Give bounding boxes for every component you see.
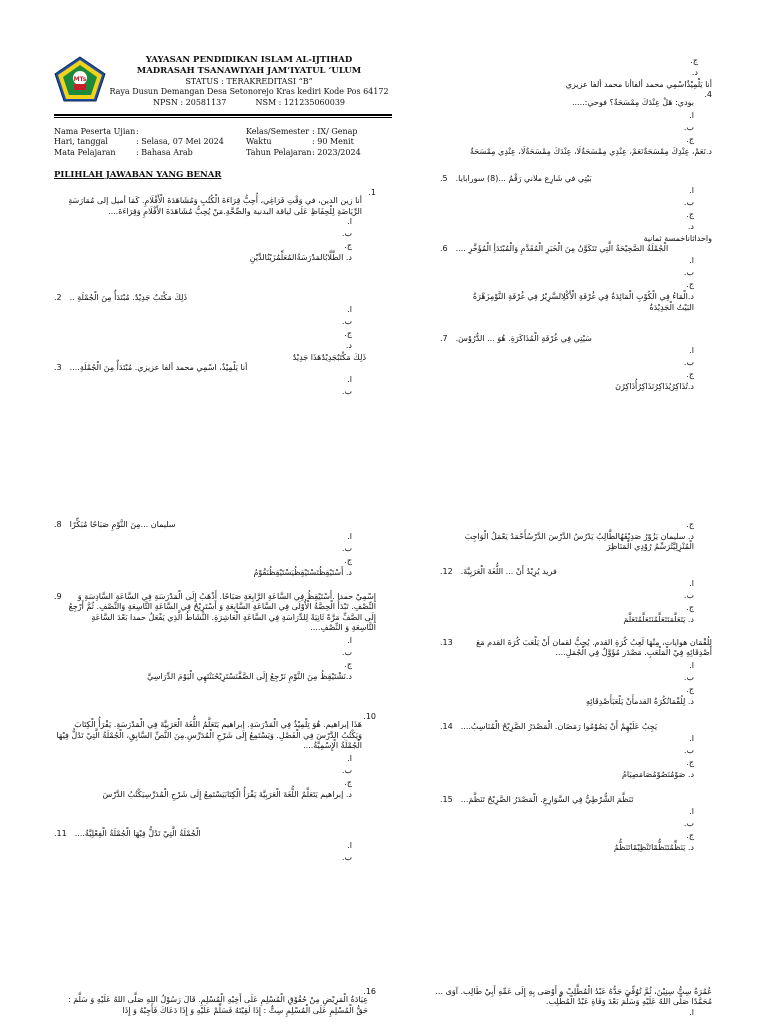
option-a: ا. bbox=[347, 217, 352, 227]
value-waktu: : 90 Menit bbox=[312, 137, 354, 147]
option-c: ج. bbox=[344, 777, 352, 787]
question-number: 4. bbox=[704, 90, 712, 99]
question-text: سليمان ...مِنَ النَّوْمِ صَبَاحًا مُبَكِّرًا bbox=[69, 520, 176, 529]
option-c: ج. bbox=[344, 659, 352, 669]
question-number: 6. bbox=[440, 244, 448, 253]
value-tahun: : 2023/2024 bbox=[312, 147, 361, 157]
option-b: ب. bbox=[341, 853, 352, 863]
option-a: ا. bbox=[347, 375, 352, 385]
question-text: الْجُمْلَةُ الَّتِيْ تَدُلُّ فِيْهَا الْجُمْلَةُ الْفِعْلِيَّةُ.... bbox=[74, 829, 201, 838]
option-a: ا. bbox=[689, 110, 694, 120]
option-b: ب. bbox=[341, 765, 352, 775]
option-a: ا. bbox=[689, 734, 694, 744]
option-b: ب. bbox=[683, 268, 694, 278]
option-b: ب. bbox=[341, 544, 352, 554]
question-number: 2. bbox=[54, 293, 62, 302]
question-text: تَنَظَّمَ الشُّرْطِيُّ فِي السَّوَارِعِ. الْمَصْدَرُ الصَّرِيْحُ تَنَظَّمَ... bbox=[460, 795, 634, 804]
option-b: ب. bbox=[683, 746, 694, 756]
question-9 bbox=[54, 592, 376, 684]
option-a: ا. bbox=[347, 753, 352, 763]
question-16 bbox=[54, 987, 376, 1016]
question-5 bbox=[440, 174, 712, 245]
option-c: ج. bbox=[344, 556, 352, 566]
option-d: د. bbox=[345, 341, 352, 351]
school-logo-icon bbox=[54, 56, 106, 102]
option-d: د.نَشْتَيْقِظُ مِنَ النَّوْمِ نَرْجِعُ إِلَى الصَّفَّنَسْتَرِيْحُنَنْتَهِي الْيَوْمَ الدِّرَاسِيَّ bbox=[147, 671, 352, 681]
option-b: ب. bbox=[341, 317, 352, 327]
option-a: ا. bbox=[347, 841, 352, 851]
value-kelas: : IX/ Genap bbox=[312, 127, 358, 136]
question-number: 10. bbox=[363, 712, 376, 721]
option-c: ج. bbox=[690, 56, 698, 65]
option-d: د.تُذَاكِرُيُذَاكِرُنَذَاكِرُأُذَاكِرُنَ bbox=[615, 382, 694, 392]
question-text: أنا زين الدين، في وَقْتِ فَرَاغِي، أُحِبُّ قِرَاءَةَ الْكُتُبِ وَمُشَاهَدَةَ الْأَفْلَامِ. كَمَا أميل إلى مُمَارَسَةِ الرِّيَاضَةِ لِلْحِفَاظِ عَلَى لياقة البدنية والصِّحَّةِ.مَنْ يُحِبُّ مُشَاهَدَةَ الأَفْلَامِ وَقِرَاءَةَ.... bbox=[68, 196, 362, 216]
question-text: لِلُقْمَان هوايات، مِنْهَا لَعِبُ كُرَةِ القدم. يُحِبُّ لقمان أَنْ يَلْعَبَ كُرَةَ القدم مَعَ أَصْدِقَائِهِ فِيْ الْمَلْعَبِ. مَصْدَر مُؤَوَّلٌ فِي الْجُمَلِ.... bbox=[476, 638, 712, 658]
school-ids bbox=[104, 98, 394, 108]
option-b: ب. bbox=[341, 229, 352, 239]
question-text: ذَلِكَ مَكْتَبٌ جَدِيْدٌ. مُبْتَدَأٌ مِنَ الْجُمْلَةِ .. bbox=[69, 293, 188, 302]
option-text-overflow: واحداثاناخمسة ثمانية bbox=[643, 234, 712, 244]
question-text: بَيْتِي في شَارِع ملاني رَقْمُ ...(8) سورابايا. bbox=[455, 174, 592, 183]
option-c: ج. bbox=[686, 831, 694, 841]
letterhead bbox=[104, 55, 394, 108]
option-b: ب. bbox=[683, 122, 694, 132]
value-mapel: : Bahasa Arab bbox=[136, 147, 193, 157]
option-a: ا. bbox=[689, 579, 694, 589]
option-a: ا. bbox=[347, 305, 352, 315]
question-14 bbox=[440, 722, 712, 782]
option-c: ج. bbox=[686, 210, 694, 220]
label-waktu: Waktu bbox=[246, 137, 272, 147]
option-c: ج. bbox=[686, 370, 694, 380]
option-b: ب. bbox=[683, 672, 694, 682]
question-text: بودي: هَلْ عِنْدَكَ مِمْسَحَةٌ؟ فوحي:..... bbox=[571, 98, 694, 108]
question-text: أنا يَلْمِيْذٌ، اسْمِي محمد ألفا عزيزي. مُبْتَدَأٌ مِنَ الْجُمْلَةِ.... bbox=[69, 363, 248, 372]
question-1 bbox=[54, 188, 376, 265]
option-a: ا. bbox=[689, 807, 694, 817]
question-number: 12. bbox=[440, 567, 453, 576]
label-mapel: Mata Pelajaran bbox=[54, 147, 116, 157]
option-d: د. يَتَعَلَّمَتَتَعَلَّمُنَتَعَلَّمُتَعَلَّمَ bbox=[623, 615, 694, 625]
question-15 bbox=[440, 795, 712, 855]
option-a: ا. bbox=[689, 346, 694, 356]
value-hari: : Selasa, 07 Mei 2024 bbox=[136, 137, 224, 147]
question-text: عُمُرَةُ سِتُّ سِنِيْنَ، ثُمَّ تُوُفِّيَ جَدُّهُ عَبْدُ الْمُطَّلِبْ و أَوْصَى بِهِ إِلَى عَمِّهِ أَبِيْ طَالِب. آوَى ... مُحَمَّدًا صَلَّى اللهُ عَلَيْهِ وَسَلَّمَ بَعْدَ وَفَاةِ عَبْدُ الْمُطَّلِب. bbox=[435, 987, 712, 1007]
option-d: د. الطَّلَّابُالمَدْرَسَةُالمُعَلِّمُزَيْنُالدِّيْنِ bbox=[249, 253, 352, 263]
question-text: سَيْتِي فِي غُرْفَةِ الْمُذَاكَرَةِ. هُوَ ... الدُّرُوْسَ. bbox=[455, 334, 592, 343]
option-b: ب. bbox=[683, 358, 694, 368]
svg-text:MTs: MTs bbox=[73, 76, 87, 83]
question-3-continued bbox=[440, 56, 712, 90]
option-c: ج. bbox=[344, 329, 352, 339]
question-text: إِسْمِيْ حمدا .أَسْتَيْقِظُ فِي السَّاعَةِ الرَّابِعَةِ صَبَاحًا. أَذْهَبُ إِلَى الْمَدْرَسَةِ فِي السَّاعَةِ السَّادِسَةِ وَ النِّصْفِ. تَبْدَأُ الْحِصَّةُ الْأُوْلَى فِي السَّاعَةِ السَّابِعَةِ وَ أَسْتَرِيْحُ فِي السَّاعَةِ التَّاسِعَةِ وَالنِّصْفِ. ثُمَّ أَرْجِعُ إِلَى الصَّفِّ مَرَّةً ثَانِيَةً لِلدِّرَاسَةِ فِي السَّاعَةِ الْعَاشِرَةِ. النَّشَاطُ الَّذِي يَفْعَلُ حمدا بَعْدَ السَّاعَةِ التَّاسِعَةِ وَ النِّصْفِ.... bbox=[68, 592, 376, 633]
label-kelas: Kelas/Semester bbox=[246, 127, 310, 136]
option-b: ب. bbox=[683, 198, 694, 208]
question-text: فريد يُرِيْدُ أَنْ ... اللُّغَةَ الْعَرَبِيَّةَ. bbox=[460, 567, 557, 576]
question-number: 15. bbox=[440, 795, 453, 804]
question-text: يَجِبُ عَلَيْهِمْ أَنْ يَصُوْمُوا رَمَضَان. الْمَصْدَرُ الصَّرِيْحُ الْمُنَاسِبُ.... bbox=[460, 722, 658, 731]
question-12 bbox=[440, 567, 712, 627]
question-10 bbox=[54, 712, 376, 800]
option-d: د. إبراهيم يَتَعَلَّمُ اللُّغَةَ الْعَرَبِيَّةَ يَقْرَأُ الْكِتَابَيَسْتَمِعُ إِلَى شَرْحِ الْمُدَرِّسِيَكْتُبُ الدَّرْسَ bbox=[102, 789, 352, 799]
option-c: ج. bbox=[686, 280, 694, 290]
option-b: ب. bbox=[683, 819, 694, 829]
accreditation-status: STATUS : TERAKREDITASI “B” bbox=[185, 77, 313, 87]
label-nama: Nama Peserta Ujian bbox=[54, 127, 136, 136]
question-number: 13. bbox=[440, 638, 453, 647]
foundation-name: YAYASAN PENDIDIKAN ISLAM AL-IJTIHAD bbox=[145, 55, 353, 65]
value-nama: : bbox=[136, 127, 139, 136]
question-17 bbox=[430, 987, 712, 1020]
option-a: ا. bbox=[689, 1007, 694, 1017]
option-d: د. bbox=[691, 68, 698, 77]
question-text: عِيَادَةُ الْمَرِيْضِ مِنْ حُقُوْقِ الْمُسْلِمِ عَلَى أَخِيْهِ الْمُسْلِمِ. قَالَ رَسُوْلُ اللهِ صَلَّى اللهُ عَلَيْهِ وَ سَلَّمَ : حَقُّ الْمُسْلِمِ عَلَى الْمُسْلِمِ سِتٌّ : إِذَا لَقِيْتَهُ فَسَلِّمْ عَلَيْهِ وَ إِذَا دَعَاكَ فَأَجِبْهُ وَ إِذَا bbox=[67, 995, 368, 1015]
option-a: ا. bbox=[347, 532, 352, 542]
question-number: 9. bbox=[54, 592, 62, 601]
option-c: ج. bbox=[686, 603, 694, 613]
option-c: ج. bbox=[686, 520, 694, 529]
question-number: 5. bbox=[440, 174, 448, 183]
option-c: ج. bbox=[686, 134, 694, 144]
label-hari: Hari, tanggal bbox=[54, 137, 108, 147]
school-logo bbox=[54, 56, 106, 102]
school-name: MADRASAH TSANAWIYAH JAM’IYATUL ‘ULUM bbox=[136, 66, 362, 77]
option-a: ا. bbox=[689, 186, 694, 196]
exam-info-right bbox=[246, 127, 396, 158]
option-c: ج. bbox=[686, 758, 694, 768]
option-b: ب. bbox=[683, 591, 694, 601]
option-d: د. يَنَظِّمُتَنَظُّمًاتَنْظِيْمًاتَنَظُّمُ bbox=[613, 843, 694, 853]
option-d: د. لِلُقْمَانُكُرَةُ القدمأَنْ يَلْعَبَأَصْدِقَائِهِ bbox=[585, 696, 694, 706]
option-b: ب. bbox=[341, 647, 352, 657]
question-number: 14. bbox=[440, 722, 453, 731]
question-6 bbox=[440, 244, 712, 313]
school-address: Raya Dusun Demangan Desa Setonorejo Kras kediri Kode Pos 64172 bbox=[109, 87, 389, 97]
question-text: الْجُمْلَةُ الصَّحِيْحَةُ الَّتِي تَتَكَوَّنُ مِنَ الْخَبَرِ الْمُقَدَّمِ وَالْمُبْتَدَأِ الْمُؤَخَّرِ .... bbox=[455, 244, 669, 253]
question-8 bbox=[54, 520, 376, 580]
header-rule-thin bbox=[54, 117, 392, 118]
option-d: د. bbox=[687, 222, 694, 232]
question-number: 7. bbox=[440, 334, 448, 343]
question-2 bbox=[54, 293, 376, 364]
option-d: د.نَعَمْ، عِنْدِكَ مِمْسَحَةٌنَعَمْ، عِنْدِي مِمْسَحَةٌلَا، عِنْدَكَ مِمْسَحَةٌلَا، عِنْدِي مِمْسَحَةٌ bbox=[470, 146, 712, 156]
question-4 bbox=[440, 90, 712, 157]
label-tahun: Tahun Pelajaran bbox=[246, 147, 312, 157]
question-7 bbox=[440, 334, 712, 394]
question-13 bbox=[440, 638, 712, 709]
section-title: PILIHLAH JAWABAN YANG BENAR bbox=[54, 170, 222, 180]
option-d: د. أَسْتَيْقِظُتَسْتَيْقِظُيَسْتَيْقِظُنَقُوْمُ bbox=[253, 568, 352, 578]
option-c: ج. bbox=[686, 684, 694, 694]
question-number: 1. bbox=[368, 188, 376, 197]
option-a: ا. bbox=[347, 635, 352, 645]
question-11 bbox=[54, 829, 376, 865]
question-number: 16. bbox=[363, 987, 376, 996]
question-number: 11. bbox=[54, 829, 67, 838]
option-d: د. سليمان يَزُوْرُ صَدِيْقَهُالطَّالِبُ يَدْرُسُ الدَّرْسَ الدَّرْسُأَحْمَدُ يَعْمَلُ الْوَاجِبَ الْمُنْزِلِيَّتُرَسِّمُ رُوْدِي الْمَنَاظِرَ bbox=[464, 532, 694, 552]
question-text: هَذَا إبراهيم. هُوَ تِلْمِيْذٌ فِي الْمَدْرَسَةِ. إبراهيم يَتَعَلَّمُ اللُّغَةَ الْعَرَبِيَّةَ فِي الْمَدْرَسَةِ. يَقْرَأُ الْكِتَابَ وَيَكْتُبُ الدَّرْسَ فِي الْفَصْلِ. وَيَسْتَمِعُ إِلَى شَرْحِ الْمُدَرِّسِ.مِنَ النَّصِّ السَّابِقِ، الْجُمْلَةُ الَّتِيْ تَدُلُّ فِيْهَا الْجُمْلَةُ الْإِسْمِيَّةُ.... bbox=[56, 720, 362, 751]
npsn: NPSN : 20581137 bbox=[153, 97, 227, 107]
question-3 bbox=[54, 363, 376, 399]
option-b: ب. bbox=[341, 387, 352, 397]
question-number: 8. bbox=[54, 520, 62, 529]
option-d: د. صَوْمُنَصُوْمُصَامَصِيَامُ bbox=[621, 770, 694, 780]
option-c: ج. bbox=[344, 241, 352, 251]
question-11-continued bbox=[440, 520, 712, 553]
header-rule-thick bbox=[54, 114, 392, 116]
question-number: 3. bbox=[54, 363, 62, 372]
option-a: ا. bbox=[689, 256, 694, 266]
option-text-overflow: ذَلِكَ مَكْتَبٌجَدِيْدٌهَذَا جَدِيْدٌ bbox=[292, 353, 366, 363]
option-a: ا. bbox=[689, 660, 694, 670]
option-d: د.الْمَاءُ فِي الْكُوْبِ الْمَائِدَةُ فِي غُرْفَةِ الْأَكْلِالسَّرِيْرُ فِي غُرْفَةِ النَّوْمِزَهْرَةُ البَيْتُ الْجَدِيْدَةُ bbox=[472, 292, 694, 312]
option-text-overflow: أنا يَلْمِيْذٌاسْمِي محمد ألفاأنا محمد ألفا عزيزي bbox=[565, 80, 712, 89]
exam-info-left bbox=[54, 127, 244, 158]
nsm: NSM : 121235060039 bbox=[255, 97, 345, 107]
